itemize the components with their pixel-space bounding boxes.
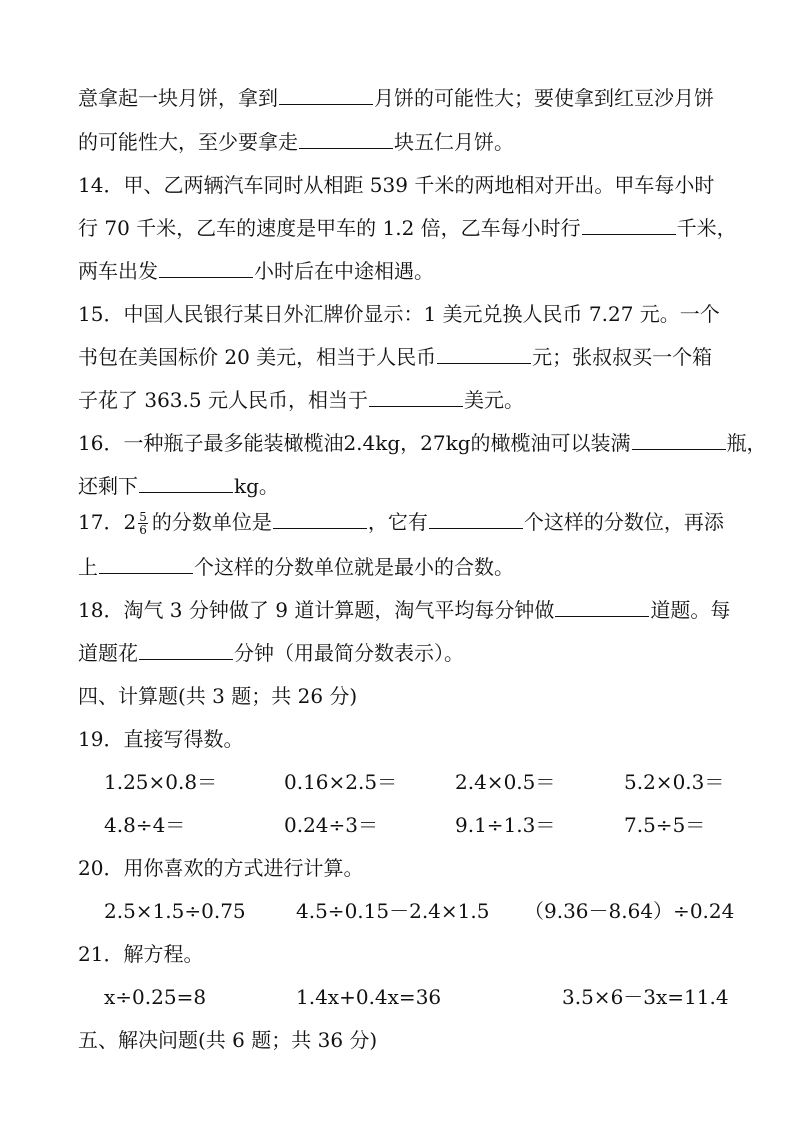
q19-title: 19．直接写得数。 xyxy=(78,727,244,751)
q13-text: 意拿起一块月饼，拿到 xyxy=(78,86,278,110)
answer-blank[interactable] xyxy=(159,259,253,278)
section-heading-4: 四、计算题(共 3 题；共 26 分) xyxy=(78,684,358,708)
q14-text: 14．甲、乙两辆汽车同时从相距 539 千米的两地相对开出。甲车每小时 xyxy=(78,173,715,197)
answer-blank[interactable] xyxy=(99,555,193,574)
q19-item: 0.24÷3＝ xyxy=(284,813,379,837)
q19-item: 2.4×0.5＝ xyxy=(455,770,556,794)
answer-blank[interactable] xyxy=(429,510,523,529)
q14-text: 两车出发 xyxy=(78,259,158,283)
q14-line-3 xyxy=(78,259,434,283)
q16-text: 还剩下 xyxy=(78,474,138,498)
q16-line-1 xyxy=(78,431,767,455)
q20-item: 4.5÷0.15－2.4×1.5 xyxy=(296,899,490,923)
answer-blank[interactable] xyxy=(273,510,367,529)
q16-line-2 xyxy=(78,474,279,498)
q16-text: 瓶， xyxy=(726,431,767,455)
q19-item: 1.25×0.8＝ xyxy=(104,770,218,794)
q17-line-1 xyxy=(78,510,724,536)
q13-text: 的可能性大，至少要拿走 xyxy=(78,130,298,154)
q19-item: 0.16×2.5＝ xyxy=(284,770,398,794)
q20-item: （9.36－8.64）÷0.24 xyxy=(524,899,735,923)
fraction xyxy=(138,511,148,536)
q15-text: 子花了 363.5 元人民币，相当于 xyxy=(78,388,368,412)
answer-blank[interactable] xyxy=(582,216,676,235)
q13-line-1 xyxy=(78,86,714,110)
q18-text: 道题花 xyxy=(78,641,138,665)
q17-text: ，它有 xyxy=(367,510,428,534)
q14-text: 小时后在中途相遇。 xyxy=(254,259,434,283)
q17-text: 17．2 xyxy=(78,510,137,534)
answer-blank[interactable] xyxy=(369,388,463,407)
answer-blank[interactable] xyxy=(632,431,726,450)
q14-line-2 xyxy=(78,216,737,240)
q17-text: 上 xyxy=(78,555,98,579)
q18-text: 18．淘气 3 分钟做了 9 道计算题，淘气平均每分钟做 xyxy=(78,598,555,622)
q13-text: 块五仁月饼。 xyxy=(394,130,514,154)
q15-text: 元；张叔叔买一个箱 xyxy=(532,345,713,369)
q15-line-1 xyxy=(78,302,720,326)
q18-text: 道题。每 xyxy=(650,598,731,622)
q20-item: 2.5×1.5÷0.75 xyxy=(104,899,246,923)
q14-line-1 xyxy=(78,173,714,197)
q14-text: 千米， xyxy=(676,216,737,240)
answer-blank[interactable] xyxy=(139,474,233,493)
q15-line-3 xyxy=(78,388,524,412)
answer-blank[interactable] xyxy=(279,86,373,105)
q21-title: 21．解方程。 xyxy=(78,942,204,966)
q15-text: 美元。 xyxy=(463,388,524,412)
q13-text: 月饼的可能性大；要使拿到红豆沙月饼 xyxy=(374,86,714,110)
q15-text: 书包在美国标价 20 美元，相当于人民币 xyxy=(78,345,437,369)
answer-blank[interactable] xyxy=(555,598,649,617)
q17-text: 的分数单位是 xyxy=(151,510,272,534)
q14-text: 行 70 千米，乙车的速度是甲车的 1.2 倍，乙车每小时行 xyxy=(78,216,581,240)
fraction-numerator: 5 xyxy=(139,510,147,524)
q15-line-2 xyxy=(78,345,712,369)
answer-blank[interactable] xyxy=(437,345,531,364)
q18-line-2 xyxy=(78,641,464,665)
q20-title: 20．用你喜欢的方式进行计算。 xyxy=(78,856,364,880)
q17-text: 个这样的分数单位就是最小的合数。 xyxy=(194,555,514,579)
q15-text: 15．中国人民银行某日外汇牌价显示：1 美元兑换人民币 7.27 元。一个 xyxy=(78,302,720,326)
answer-blank[interactable] xyxy=(139,641,233,660)
fraction-denominator: 6 xyxy=(139,523,147,537)
q19-item: 7.5÷5＝ xyxy=(624,813,706,837)
q21-item: 3.5×6－3x=11.4 xyxy=(562,985,729,1009)
q17-text: 个这样的分数位，再添 xyxy=(523,510,724,534)
answer-blank[interactable] xyxy=(299,130,393,149)
q16-text: kg。 xyxy=(234,474,279,498)
q21-item: x÷0.25=8 xyxy=(104,985,207,1009)
section-heading-5: 五、解决问题(共 6 题；共 36 分) xyxy=(78,1028,378,1052)
q16-text: 16．一种瓶子最多能装橄榄油2.4kg，27kg的橄榄油可以装满 xyxy=(78,431,631,455)
q18-text: 分钟（用最简分数表示）。 xyxy=(234,641,464,665)
q21-item: 1.4x+0.4x=36 xyxy=(296,985,442,1009)
q19-item: 4.8÷4＝ xyxy=(104,813,186,837)
q13-line-2 xyxy=(78,130,514,154)
q18-line-1 xyxy=(78,598,730,622)
q17-line-2 xyxy=(78,555,514,579)
q19-item: 5.2×0.3＝ xyxy=(624,770,725,794)
q19-item: 9.1÷1.3＝ xyxy=(455,813,556,837)
